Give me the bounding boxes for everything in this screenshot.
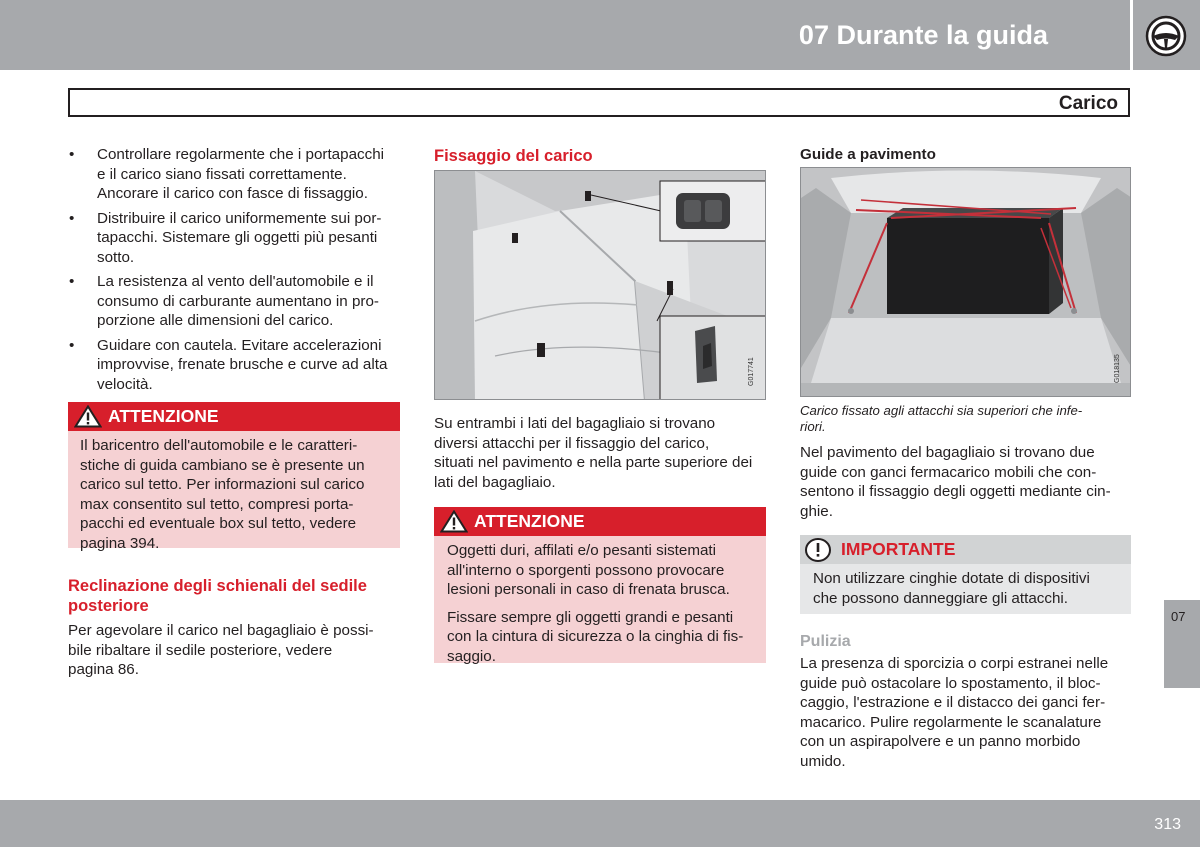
cleaning-heading: Pulizia bbox=[800, 633, 851, 650]
chapter-icon-box bbox=[1133, 0, 1200, 70]
warning-header bbox=[434, 507, 766, 536]
seat-recline-paragraph: Per agevolare il carico nel bagagliaio è possi- bile ribaltare il sedile posteriore, vedere pagina 86. bbox=[68, 622, 374, 678]
important-header bbox=[800, 535, 1131, 564]
section-title-box bbox=[68, 88, 1130, 117]
floor-rails-figure bbox=[800, 167, 1131, 397]
warning-triangle-icon bbox=[440, 510, 468, 533]
cargo-fastening-paragraph: Su entrambi i lati del bagagliaio si trovano diversi attacchi per il fissaggio del carico, situati nel pavimento e nella parte superiore dei lati del bagagliaio. bbox=[434, 415, 753, 491]
figure-code: G017741 bbox=[748, 357, 755, 386]
floor-rails-heading: Guide a pavimento bbox=[800, 146, 936, 163]
bullet-dot: • bbox=[69, 336, 75, 354]
trunk-anchors-figure bbox=[434, 170, 766, 400]
warning-box-roof-load bbox=[68, 402, 400, 552]
chapter-title: 07 Durante la guida bbox=[798, 20, 1048, 50]
important-box bbox=[800, 535, 1131, 614]
cleaning-paragraph: La presenza di sporcizia o corpi estranei nelle guide può ostacolare lo spostamento, il bloc- caggio, l'estrazione e il distacco dei ganci fer- macarico. Pulire regolarmente le scanalature con un aspirapolvere e un panno morbido umido. bbox=[800, 655, 1109, 770]
page-number: 313 bbox=[1154, 816, 1181, 833]
cargo-fastening-heading: Fissaggio del carico bbox=[434, 147, 593, 165]
cargo-strapped-illustration bbox=[801, 168, 1131, 397]
bullet-dot: • bbox=[69, 146, 75, 163]
chapter-tab-number: 07 bbox=[1171, 609, 1186, 624]
floor-rails-paragraph: Nel pavimento del bagagliaio si trovano due guide con ganci fermacarico mobili che con- sentono il fissaggio degli oggetti mediante cin- ghie. bbox=[800, 444, 1111, 520]
figure-caption: Carico fissato agli attacchi sia superiori che infe- riori. bbox=[800, 403, 1083, 434]
footer-bar bbox=[0, 800, 1200, 847]
warning-text: Oggetti duri, affilati e/o pesanti sistemati all'interno o sporgenti possono provocare lesioni personali in caso di frenata brusca. bbox=[447, 542, 730, 598]
trunk-illustration bbox=[435, 171, 766, 400]
warning-text: Fissare sempre gli oggetti grandi e pesanti con la cintura di sicurezza o la cinghia di fis- saggio. bbox=[447, 608, 744, 665]
list-item: • Controllare regolarmente che i portapacchi e il carico siano fissati correttamente. Ancorare il carico con fasce di fissaggio. bbox=[69, 146, 385, 202]
steering-wheel-icon bbox=[1145, 15, 1187, 57]
seat-recline-heading: Reclinazione degli schienali del sedile posteriore bbox=[68, 577, 367, 615]
bullet-dot: • bbox=[69, 273, 75, 290]
list-item: • La resistenza al vento dell'automobile e il consumo di carburante aumentano in pro- porzione alle dimensioni del carico. bbox=[69, 273, 379, 329]
warning-title: ATTENZIONE bbox=[108, 406, 219, 426]
bullet-dot: • bbox=[69, 209, 75, 227]
exclamation-icon bbox=[805, 538, 831, 562]
header-bar bbox=[0, 0, 1130, 70]
figure-code: G018135 bbox=[1114, 354, 1121, 383]
section-title: Carico bbox=[1058, 93, 1118, 114]
warning-box-loose-objects bbox=[434, 507, 766, 663]
important-text: Non utilizzare cinghie dotate di dispositivi che possono danneggiare gli attacchi. bbox=[813, 570, 1090, 607]
chapter-tab bbox=[1164, 600, 1200, 688]
warning-text: Il baricentro dell'automobile e le caratteri- stiche di guida cambiano se è presente un carico sul tetto. Per informazioni sul carico max consentito sul tetto, compresi porta- pacchi ed eventuale box sul tetto, vedere pagina 394. bbox=[80, 437, 365, 552]
important-title: IMPORTANTE bbox=[841, 539, 956, 559]
warning-triangle-icon bbox=[74, 405, 102, 428]
list-item: • Guidare con cautela. Evitare accelerazioni improvvise, frenate brusche e curve ad alta velocità. bbox=[69, 336, 388, 393]
list-item: • Distribuire il carico uniformemente sui por- tapacchi. Sistemare gli oggetti più pesanti sotto. bbox=[69, 209, 382, 266]
bullet-list bbox=[68, 145, 403, 399]
warning-header bbox=[68, 402, 400, 431]
warning-title: ATTENZIONE bbox=[474, 511, 585, 531]
